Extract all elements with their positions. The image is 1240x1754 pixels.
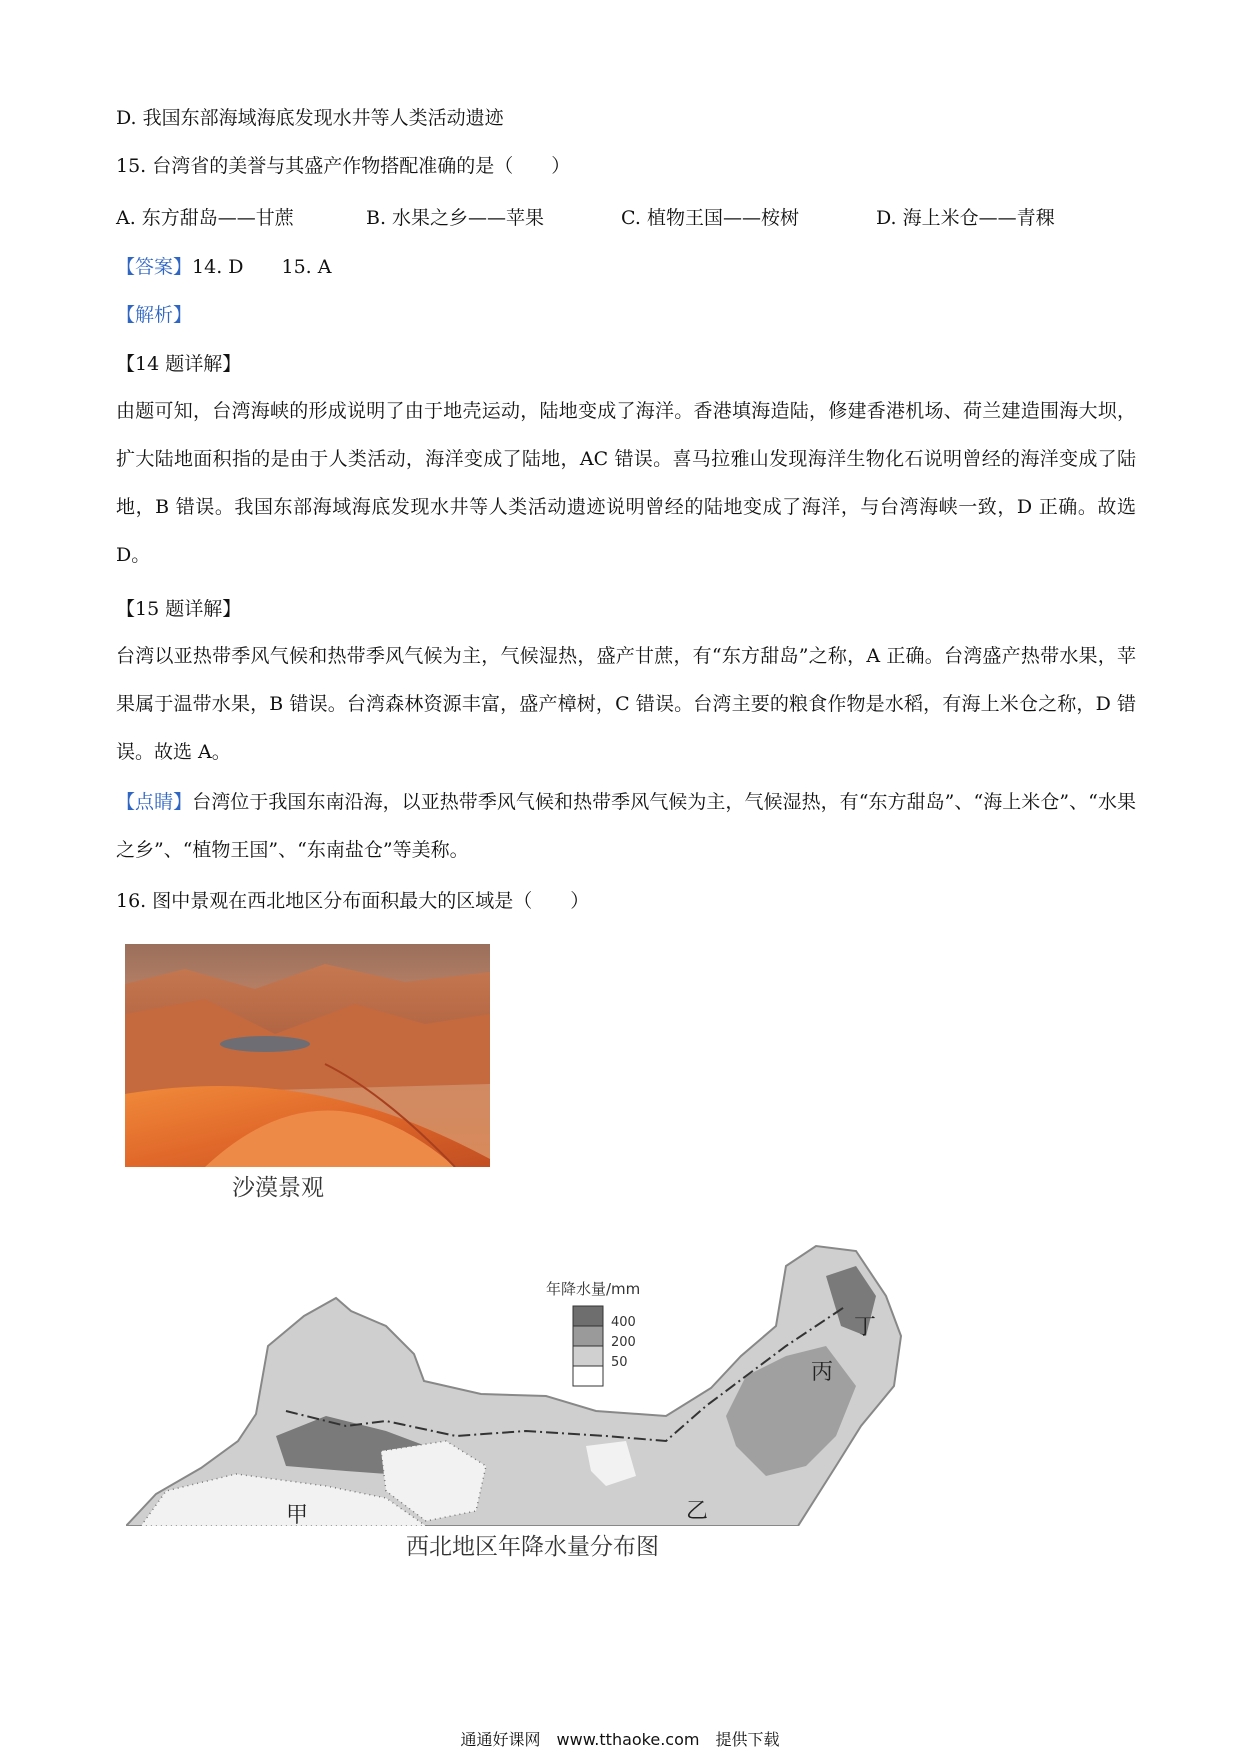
comment bbox=[116, 778, 1136, 874]
detail15-body: 台湾以亚热带季风气候和热带季风气候为主，气候湿热，盛产甘蔗，有“东方甜岛”之称，A 正确。台湾盛产热带水果，苹果属于温带水果，B 错误。台湾森林资源丰富，盛产樟树，C 错误。台湾主要的粮食作物是水稻，有海上米仓之称，D 错误。故选 A。 bbox=[116, 645, 1136, 763]
detail14-body: 由题可知，台湾海峡的形成说明了由于地壳运动，陆地变成了海洋。香港填海造陆，修建香港机场、荷兰建造围海大坝，扩大陆地面积指的是由于人类活动，海洋变成了陆地，AC 错误。喜马拉雅山发现海洋生物化石说明曾经的海洋变成了陆地，B 错误。我国东部海域海底发现水井等人类活动遗迹说明曾经的陆地变成了海洋，与台湾海峡一致，D 正确。故选 D。 bbox=[116, 400, 1136, 566]
legend-50: 50 bbox=[611, 1355, 628, 1370]
region-yi: 乙 bbox=[686, 1499, 709, 1524]
region-ding: 丁 bbox=[854, 1315, 877, 1340]
map-caption: 西北地区年降水量分布图 bbox=[406, 1534, 659, 1560]
precipitation-map bbox=[126, 1236, 906, 1526]
q15-option-b: B. 水果之乡——苹果 bbox=[366, 207, 545, 229]
answer-text: 14. D 15. A bbox=[192, 256, 332, 278]
desert-photo bbox=[125, 944, 490, 1167]
comment-label: 【点睛】 bbox=[116, 791, 193, 813]
photo-caption: 沙漠景观 bbox=[232, 1175, 324, 1201]
answer-line bbox=[116, 252, 1136, 282]
footer: 通通好课网 www.tthaoke.com 提供下载 bbox=[460, 1730, 780, 1749]
q15-option-c: C. 植物王国——桉树 bbox=[621, 207, 799, 229]
q14-option-d: D. 我国东部海域海底发现水井等人类活动遗迹 bbox=[116, 107, 504, 129]
region-bing: 丙 bbox=[811, 1360, 834, 1385]
answer-label: 【答案】 bbox=[116, 256, 193, 278]
legend-400: 400 bbox=[611, 1315, 636, 1330]
detail15-heading: 【15 题详解】 bbox=[116, 598, 242, 620]
legend-title: 年降水量/mm bbox=[546, 1280, 641, 1298]
q15-option-d: D. 海上米仓——青稞 bbox=[876, 207, 1055, 229]
comment-body: 台湾位于我国东南沿海，以亚热带季风气候和热带季风气候为主，气候湿热，有“东方甜岛”、“海上米仓”、“水果之乡”、“植物王国”、“东南盐仓”等美称。 bbox=[116, 791, 1136, 861]
map-legend bbox=[546, 1280, 640, 1386]
q16-stem: 16. 图中景观在西北地区分布面积最大的区域是（ ） bbox=[116, 890, 590, 912]
analysis-label: 【解析】 bbox=[116, 304, 193, 326]
legend-200: 200 bbox=[611, 1335, 636, 1350]
region-jia: 甲 bbox=[286, 1503, 309, 1526]
q15-stem: 15. 台湾省的美誉与其盛产作物搭配准确的是（ ） bbox=[116, 155, 571, 177]
q15-option-a: A. 东方甜岛——甘蔗 bbox=[116, 207, 294, 229]
detail14-heading: 【14 题详解】 bbox=[116, 353, 242, 375]
